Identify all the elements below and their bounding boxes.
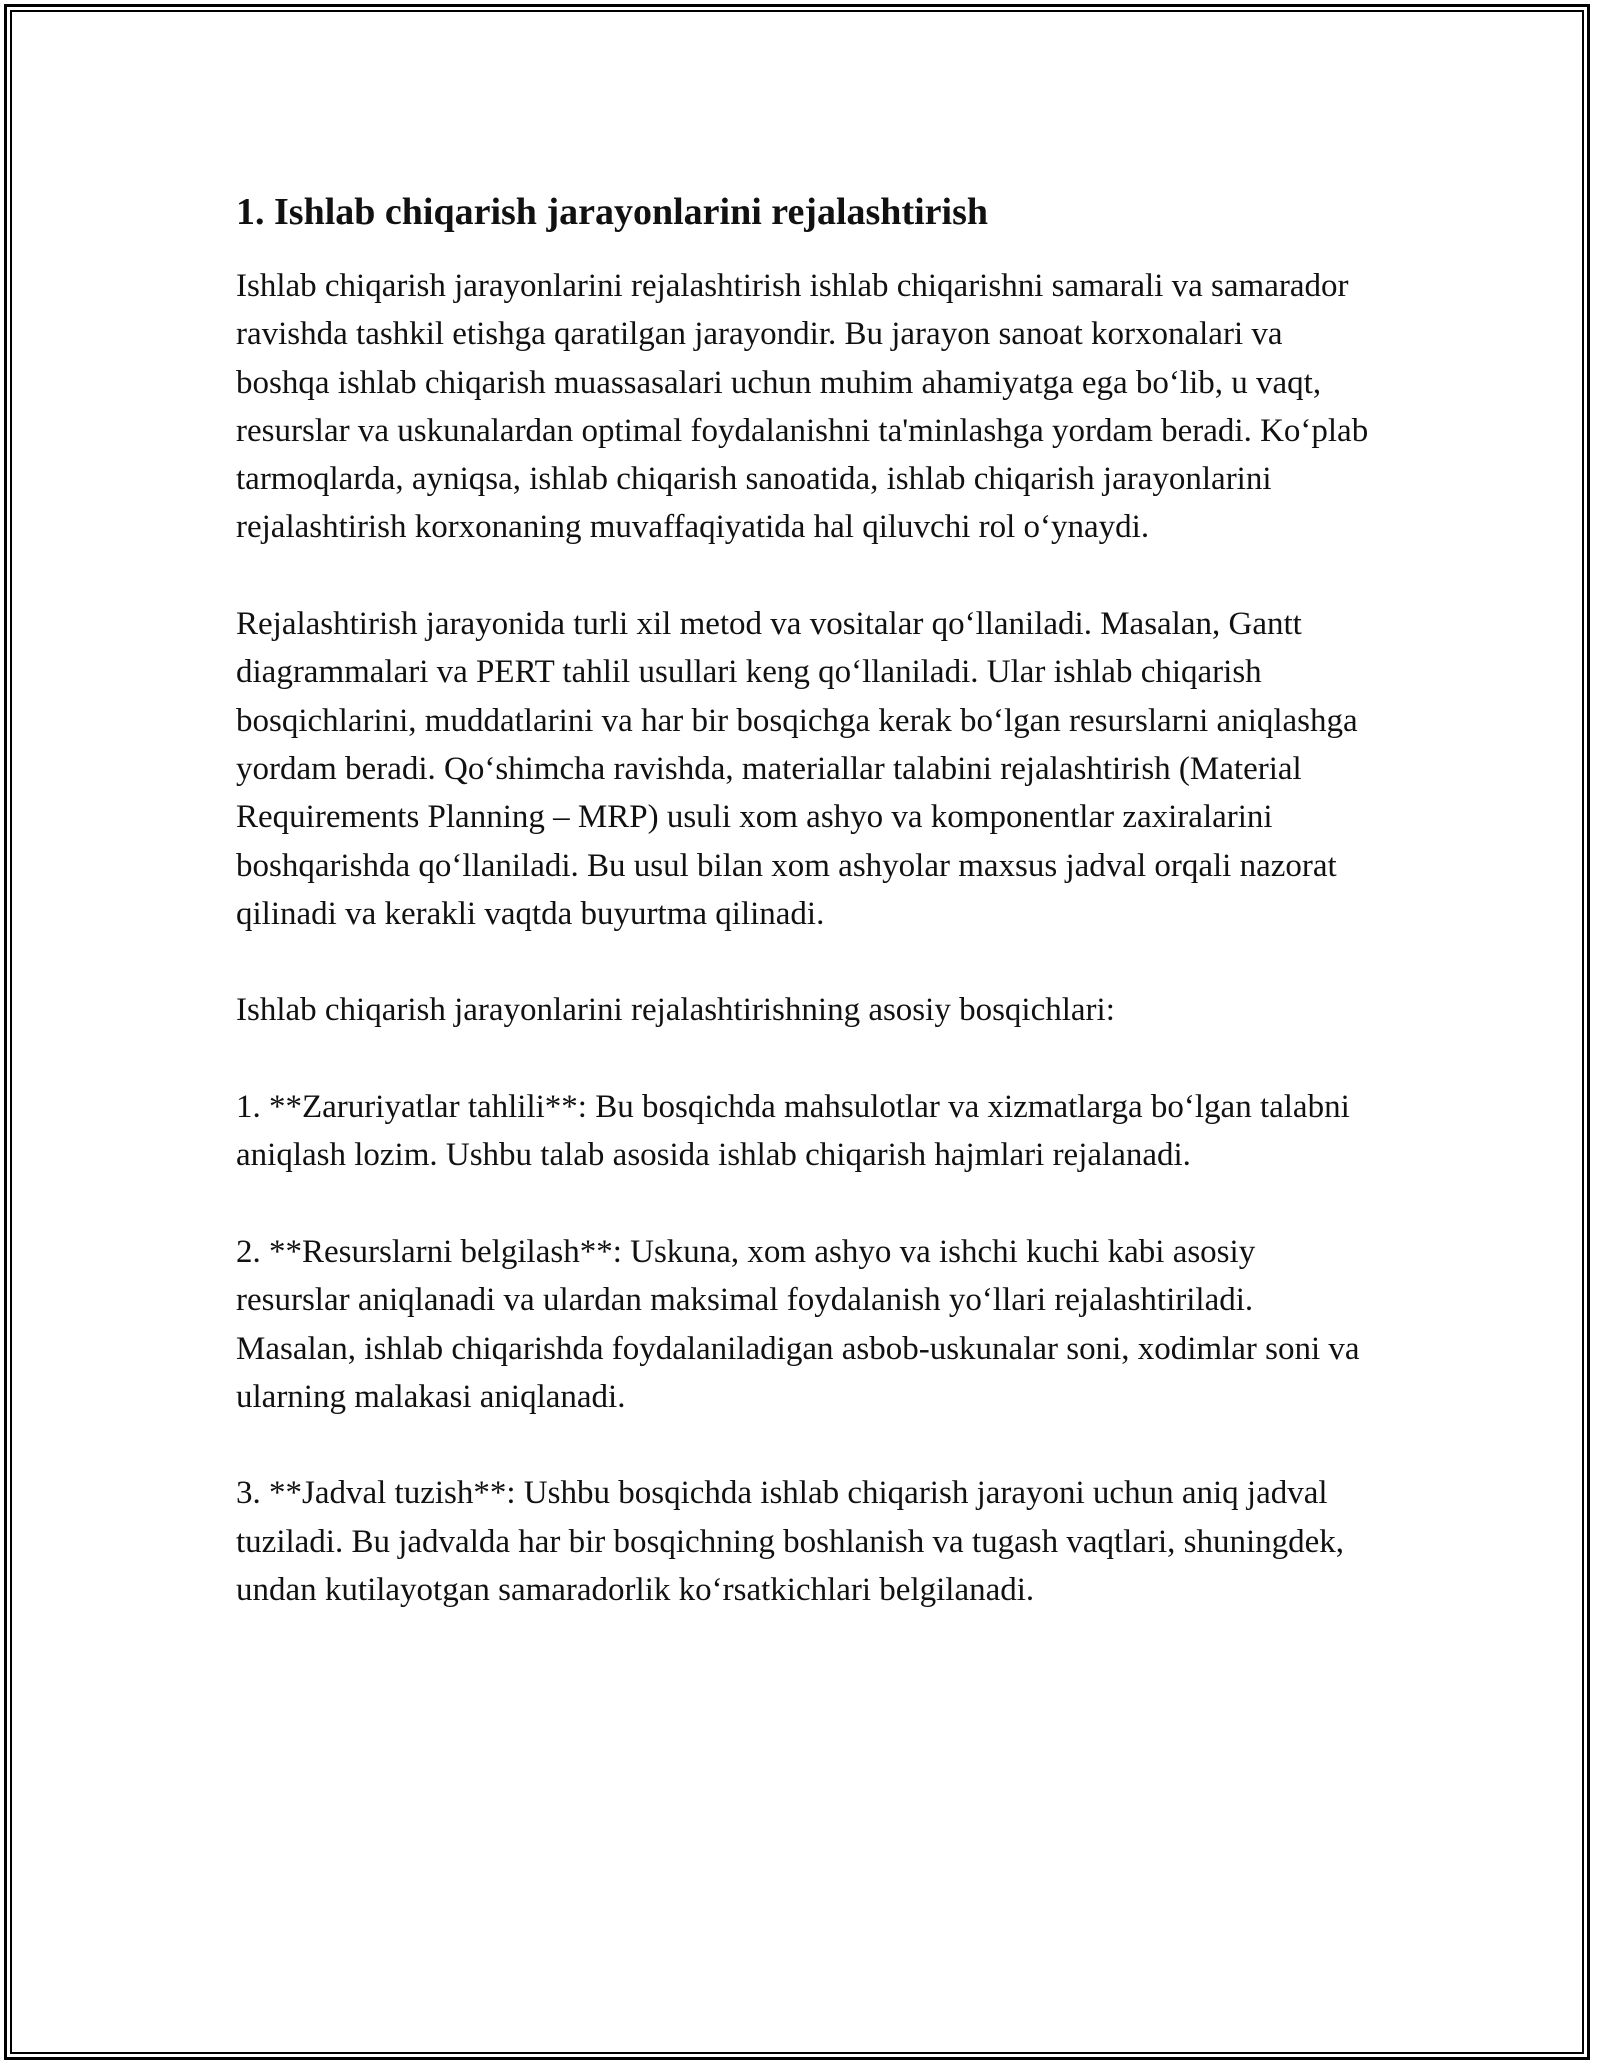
- page-title: 1. Ishlab chiqarish jarayonlarini rejalashtirish: [236, 191, 989, 233]
- paragraph-stages-heading: Ishlab chiqarish jarayonlarini rejalashtirishning asosiy bosqichlari:: [236, 992, 1115, 1029]
- list-item-scheduling: 3. **Jadval tuzish**: Ushbu bosqichda ishlab chiqarish jarayoni uchun aniq jadval tuziladi. Bu jadvalda har bir bosqichning boshlanish va tugash vaqtlari, shuningdek, undan kutilayotgan samaradorlik ko‘rsatkichlari belgilanadi.: [236, 1475, 1345, 1609]
- paragraph-intro: Ishlab chiqarish jarayonlarini rejalashtirish ishlab chiqarishni samarali va samarador ravishda tashkil etishga qaratilgan jarayondir. Bu jarayon sanoat korxonalari va boshqa ishlab chiqarish muassasalari uchun muhim ahamiyatga ega bo‘lib, u vaqt, resurslar va uskunalardan optimal foydalanishni ta'minlashga yordam beradi. Ko‘plab tarmoqlarda, ayniqsa, ishlab chiqarish sanoatida, ishlab chiqarish jarayonlarini rejalashtirish korxonaning muvaffaqiyatida hal qiluvchi rol o‘ynaydi.: [236, 268, 1369, 546]
- list-item-needs-analysis: 1. **Zaruriyatlar tahlili**: Bu bosqichda mahsulotlar va xizmatlarga bo‘lgan talabni aniqlash lozim. Ushbu talab asosida ishlab chiqarish hajmlari rejalanadi.: [236, 1089, 1350, 1174]
- list-item-resource-allocation: 2. **Resurslarni belgilash**: Uskuna, xom ashyo va ishchi kuchi kabi asosiy resurslar aniqlanadi va ulardan maksimal foydalanish yo‘llari rejalashtiriladi. Masalan, ishlab chiqarishda foydalaniladigan asbob-uskunalar soni, xodimlar soni va ularning malakasi aniqlanadi.: [236, 1233, 1360, 1415]
- document-body: [236, 186, 1376, 1614]
- paragraph-methods: Rejalashtirish jarayonida turli xil metod va vositalar qo‘llaniladi. Masalan, Gantt diagrammalari va PERT tahlil usullari keng qo‘llaniladi. Ular ishlab chiqarish bosqichlarini, muddatlarini va har bir bosqichga kerak bo‘lgan resurslarni aniqlashga yordam beradi. Qo‘shimcha ravishda, materiallar talabini rejalashtirish (Material Requirements Planning – MRP) usuli xom ashyo va komponentlar zaxiralarini boshqarishda qo‘llaniladi. Bu usul bilan xom ashyolar maxsus jadval orqali nazorat qilinadi va kerakli vaqtda buyurtma qilinadi.: [236, 606, 1358, 932]
